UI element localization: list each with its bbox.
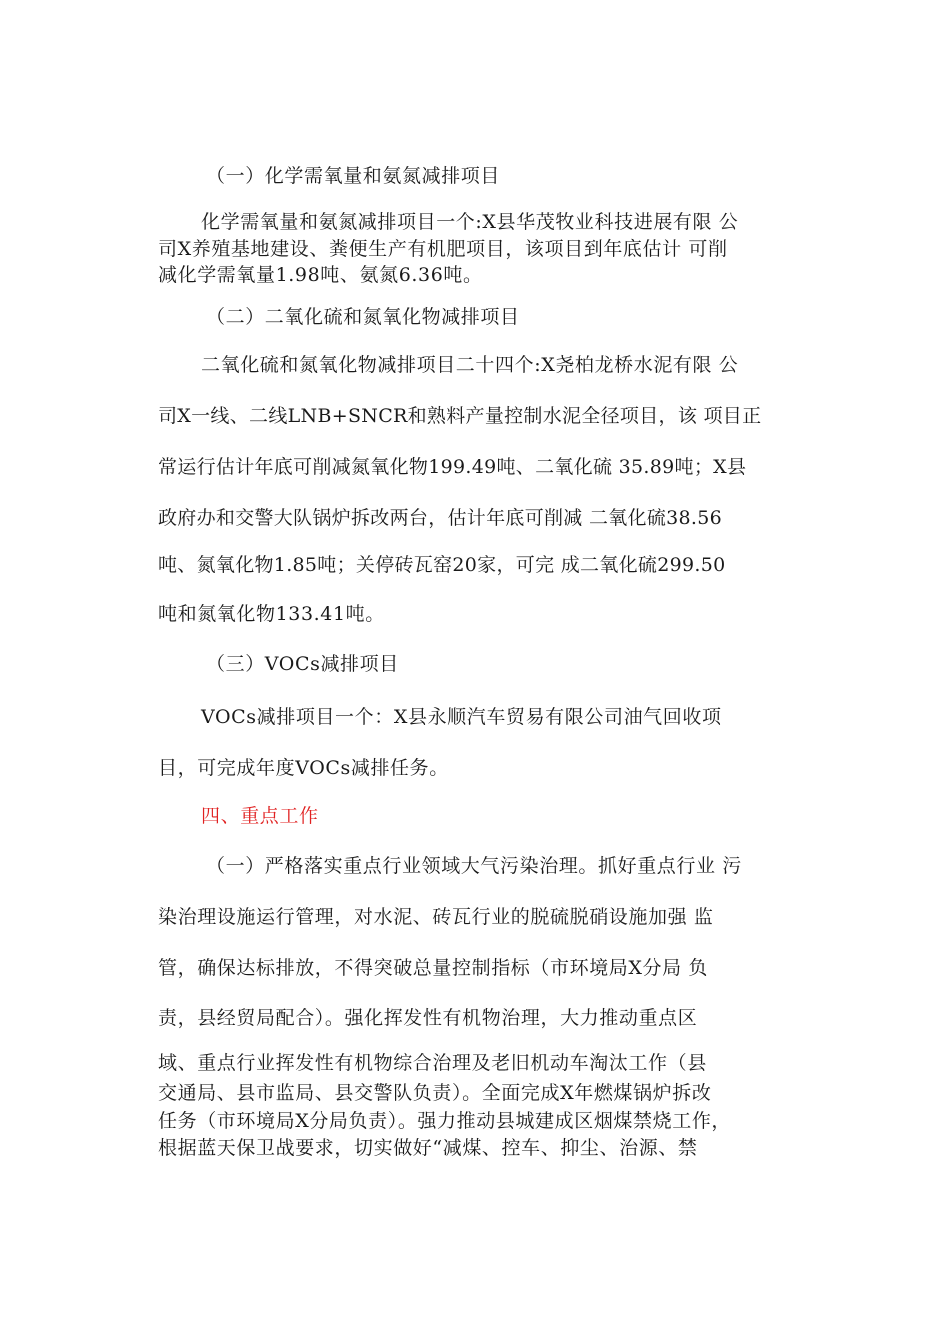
paragraph-line: 政府办和交警大队锅炉拆改两台，估计年底可削减 二氧化硫38.56 <box>158 507 723 529</box>
section-4-heading: 四、重点工作 <box>201 805 319 827</box>
paragraph-line: 任务（市环境局X分局负责）。强力推动县城建成区烟煤禁烧工作， <box>158 1110 732 1132</box>
section-3-heading: （三）VOCs减排项目 <box>206 653 399 675</box>
paragraph-line: 吨和氮氧化物133.41吨。 <box>158 603 385 625</box>
paragraph-line: 司X一线、二线LNB+SNCR和熟料产量控制水泥全径项目，该 项目正 <box>158 405 762 427</box>
paragraph-line: VOCs减排项目一个：X县永顺汽车贸易有限公司油气回收项 <box>201 706 722 728</box>
paragraph-line: 交通局、县市监局、县交警队负责）。全面完成X年燃煤锅炉拆改 <box>158 1082 712 1104</box>
paragraph-line: 吨、氮氧化物1.85吨；关停砖瓦窑20家，可完 成二氧化硫299.50 <box>158 554 726 576</box>
paragraph-line: 司X养殖基地建设、粪便生产有机肥项目，该项目到年底估计 可削 <box>158 238 728 260</box>
paragraph-line: 域、重点行业挥发性有机物综合治理及老旧机动车淘汰工作（县 <box>158 1052 707 1074</box>
paragraph-line: 根据蓝天保卫战要求，切实做好“减煤、控车、抑尘、治源、禁 <box>158 1137 698 1159</box>
paragraph-line: 染治理设施运行管理，对水泥、砖瓦行业的脱硫脱硝设施加强 监 <box>158 906 714 928</box>
paragraph-line: 常运行估计年底可削减氮氧化物199.49吨、二氧化硫 35.89吨；X县 <box>158 456 747 478</box>
section-1-heading: （一）化学需氧量和氨氮减排项目 <box>206 165 501 187</box>
paragraph-line: 责，县经贸局配合）。强化挥发性有机物治理，大力推动重点区 <box>158 1007 698 1029</box>
paragraph-line: 目，可完成年度VOCs减排任务。 <box>158 757 449 779</box>
paragraph-line: 减化学需氧量1.98吨、氨氮6.36吨。 <box>158 264 483 286</box>
paragraph-line: 管，确保达标排放，不得突破总量控制指标（市环境局X分局 负 <box>158 957 708 979</box>
paragraph-line: （一）严格落实重点行业领域大气污染治理。抓好重点行业 污 <box>206 855 742 877</box>
section-2-heading: （二）二氧化硫和氮氧化物减排项目 <box>206 306 520 328</box>
paragraph-line: 化学需氧量和氨氮减排项目一个:X县华茂牧业科技进展有限 公 <box>201 211 739 233</box>
paragraph-line: 二氧化硫和氮氧化物减排项目二十四个:X尧柏龙桥水泥有限 公 <box>201 354 739 376</box>
